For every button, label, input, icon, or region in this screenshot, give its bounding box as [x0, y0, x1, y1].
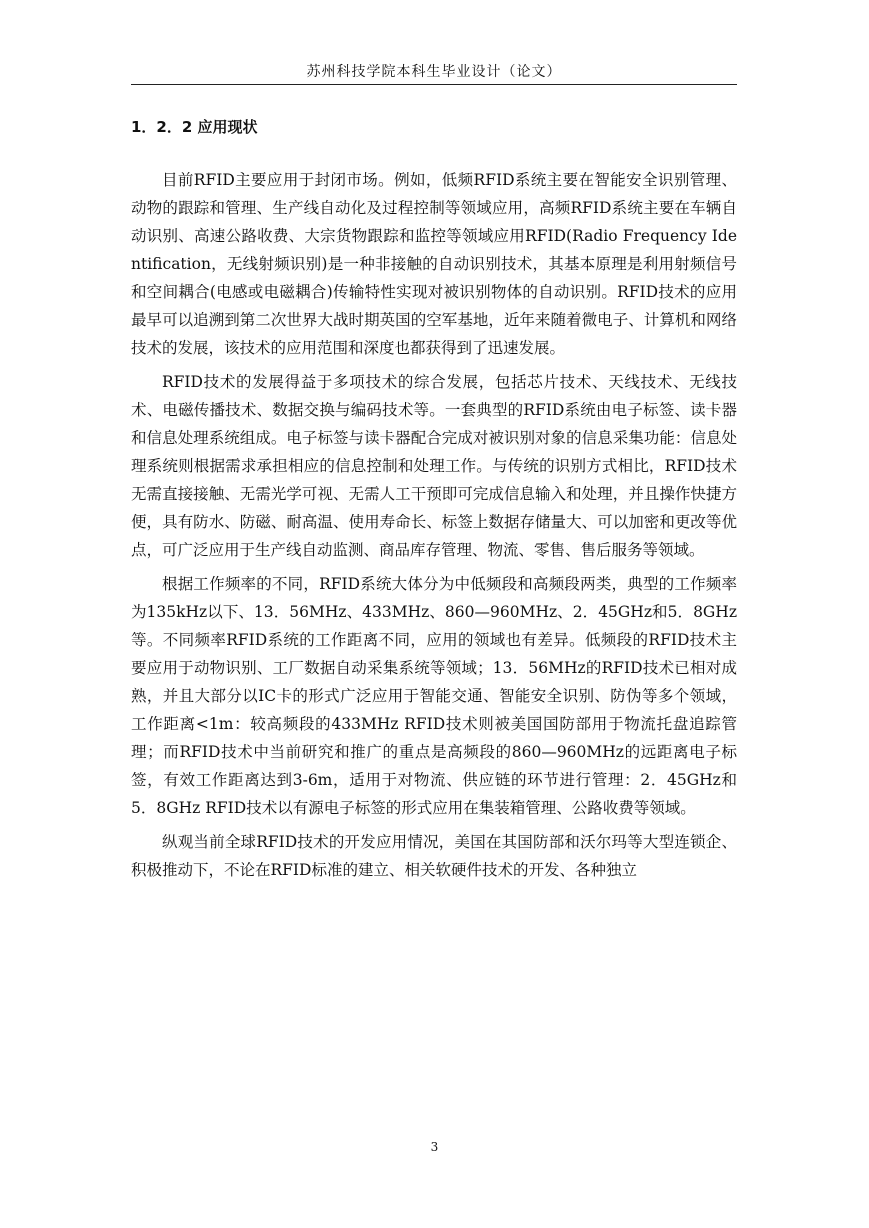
page-header	[131, 62, 737, 85]
page-number: 3	[430, 1140, 439, 1154]
paragraph-technology-development: RFID技术的发展得益于多项技术的综合发展，包括芯片技术、天线技术、无线技术、电磁传播技术、数据交换与编码技术等。一套典型的RFID系统由电子标签、读卡器和信息处理系统组成。电子标签与读卡器配合完成对被识别对象的信息采集功能：信息处理系统则根据需求承担相应的信息控制和处理工作。与传统的识别方式相比，RFID技术无需直接接触、无需光学可视、无需人工干预即可完成信息输入和处理，并且操作快捷方便，具有防水、防磁、耐高温、使用寿命长、标签上数据存储量大、可以加密和更改等优点，可广泛应用于生产线自动监测、商品库存管理、物流、零售、售后服务等领域。	[131, 373, 737, 559]
body-text	[131, 166, 737, 884]
header-title: 苏州科技学院本科生毕业设计（论文）	[306, 64, 562, 80]
section-heading: 1．2．2 应用现状	[131, 118, 258, 136]
paragraph-global-overview: 纵观当前全球RFID技术的开发应用情况，美国在其国防部和沃尔玛等大型连锁企、积极推动下，不论在RFID标准的建立、相关软硬件技术的开发、各种独立	[131, 833, 737, 879]
paragraph-frequency-bands: 根据工作频率的不同，RFID系统大体分为中低频段和高频段两类，典型的工作频率为135kHz以下、13．56MHz、433MHz、860—960MHz、2．45GHz和5．8GHz等。不同频率RFID系统的工作距离不同，应用的领域也有差异。低频段的RFID技术主要应用于动物识别、工厂数据自动采集系统等领域；13．56MHz的RFID技术已相对成熟，并且大部分以IC卡的形式广泛应用于智能交通、智能安全识别、防伪等多个领域，工作距离<1m：较高频段的433MHz RFID技术则被美国国防部用于物流托盘追踪管理；而RFID技术中当前研究和推广的重点是高频段的860—960MHz的远距离电子标签，有效工作距离达到3-6m，适用于对物流、供应链的环节进行管理：2．45GHz和5．8GHz RFID技术以有源电子标签的形式应用在集装箱管理、公路收费等领域。	[131, 575, 737, 817]
paragraph-application-status: 目前RFID主要应用于封闭市场。例如，低频RFID系统主要在智能安全识别管理、动物的跟踪和管理、生产线自动化及过程控制等领域应用，高频RFID系统主要在车辆自动识别、高速公路收费、大宗货物跟踪和监控等领域应用RFID(Radio Frequency Identification，无线射频识别)是一种非接触的自动识别技术，其基本原理是利用射频信号和空间耦合(电感或电磁耦合)传输特性实现对被识别物体的自动识别。RFID技术的应用最早可以追溯到第二次世界大战时期英国的空军基地，近年来随着微电子、计算机和网络技术的发展，该技术的应用范围和深度也都获得到了迅速发展。	[131, 171, 737, 357]
